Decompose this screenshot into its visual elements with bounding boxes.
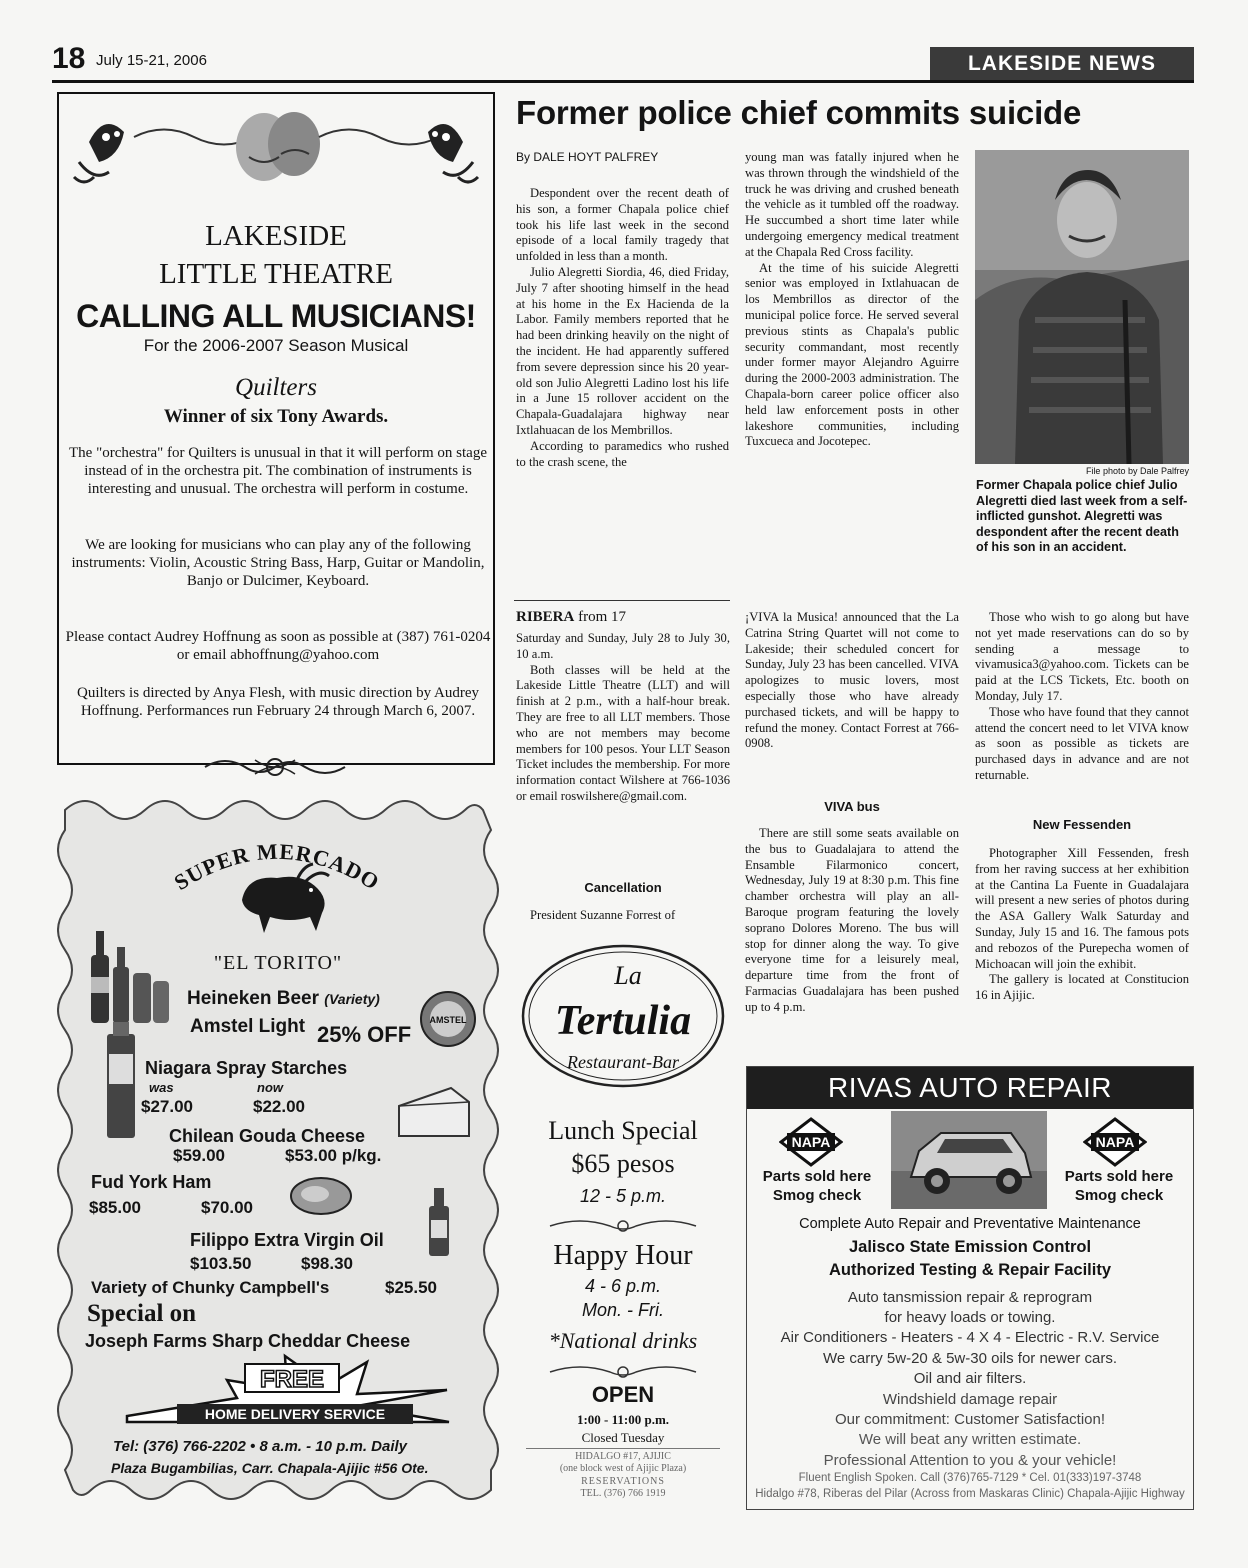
napa-logo-icon (1083, 1117, 1147, 1167)
viva-bus-subhead: VIVA bus (824, 799, 880, 814)
rivas-service-line: Auto tansmission repair & reprogram (847, 1289, 1093, 1306)
theatre-masks-icon (59, 102, 493, 192)
rivas-title: RIVAS AUTO REPAIR (747, 1067, 1193, 1109)
article-column-2 (745, 150, 959, 450)
issue-date: July 15-21, 2006 (96, 52, 207, 69)
heineken-line (187, 988, 380, 1010)
ribera-head-rest: from 17 (574, 609, 627, 625)
special-label: Special on (87, 1300, 197, 1327)
theatre-name-line2: LITTLE THEATRE (159, 258, 393, 290)
jeep-photo (891, 1111, 1047, 1209)
photo-credit: File photo by Dale Palfrey (1085, 466, 1189, 476)
oil-now-price: $98.30 (301, 1254, 353, 1273)
niagara-was-price: $27.00 (141, 1097, 193, 1116)
ribera-column-2b (745, 826, 959, 1016)
rivas-service-line: Our commitment: Customer Satisfaction! (834, 1411, 1106, 1428)
rivas-jalisco: Jalisco State Emission Control (848, 1238, 1092, 1256)
napa-text: NAPA (791, 1134, 831, 1150)
lunch-price: $65 pesos (571, 1149, 675, 1178)
ribera-column-2 (745, 610, 959, 752)
ham-label: Fud York Ham (91, 1172, 212, 1192)
was-label: was (149, 1080, 174, 1095)
gouda-was-price: $59.00 (173, 1146, 225, 1165)
cheese-icon (393, 1082, 473, 1142)
mercado-phone: Tel: (376) 766-2202 • 8 a.m. - 10 p.m. Daily (113, 1438, 408, 1455)
article-paragraph: Those who have found that they cannot attend the concert need to let VIVA know as soon as possible as tickets are purchased days in advance and are not returnable. (975, 704, 1189, 782)
super-mercado-title-text: SUPER MERCADO (169, 838, 385, 895)
tertulia-directions: (one block west of Ajijic Plaza) (559, 1463, 687, 1474)
bull-icon (227, 860, 337, 940)
theatre-name-line1: LAKESIDE (205, 220, 347, 252)
article-headline: Former police chief commits suicide (516, 94, 1082, 131)
article-paragraph: President Suzanne Forrest of (530, 908, 676, 922)
article-paragraph: The gallery is located at Constitucion 16 in Ajijic. (975, 972, 1189, 1003)
article-paragraph: At the time of his suicide Alegretti senior was employed in Ixtlahuacan de los Membrillos as director of the municipal police force. He served several previous stints as Chapala's public security commandant, most recently under former mayor Alejandro Aguirre during the 2000-2003 administration. The Chapala-born career police officer also held law enforcement posts in other lakeshore communities, including Tuxcueca and Jocotepec. (745, 260, 959, 449)
flourish-icon (546, 1360, 700, 1384)
rivas-service-line: Professional Attention to you & your vehicle! (823, 1452, 1117, 1469)
lunch-special: Lunch Special (548, 1116, 698, 1145)
tertulia-reservations: RESERVATIONS (581, 1476, 665, 1487)
variety-label: (Variety) (324, 991, 380, 1007)
article-paragraph: Saturday and Sunday, July 28 to July 30, 10 a.m. (516, 631, 730, 661)
article-paragraph: Photographer Xill Fessenden, fresh from her raving success at her exhibition at the Cantina La Fuente in Guadalajara will present a new series of photos during the ASA Gallery Walk Saturday and Sunday, July 15 and 16. The famous pots and rebozos of the Purepecha women of Michoacan will join the exhibit. (975, 846, 1189, 971)
article-paragraph: Those who wish to go along but have not yet made reservations can do so by sending a message to vivamusica3@yahoo.com. Tickets can be paid at the LCS Tickets, Etc. booth on Monday, July 17. (975, 610, 1189, 703)
open-hours: 1:00 - 11:00 p.m. (576, 1412, 670, 1427)
lunch-hours: 12 - 5 p.m. (579, 1186, 667, 1206)
theatre-season: For the 2006-2007 Season Musical (143, 336, 409, 355)
beer-bottles-icon (87, 925, 187, 1025)
happy-hour-days: Mon. - Fri. (581, 1300, 664, 1320)
free-text: FREE (259, 1366, 325, 1393)
oil-bottle-icon (423, 1186, 455, 1258)
oil-was-price: $103.50 (190, 1254, 252, 1273)
rivas-service-line: Oil and air filters. (913, 1370, 1027, 1387)
national-drinks: *National drinks (548, 1328, 698, 1353)
rivas-address: Hidalgo #78, Riberas del Pilar (Across from Maskaras Clinic) Chapala-Ajijic Highway (755, 1488, 1185, 1500)
happy-hour-times: 4 - 6 p.m. (584, 1276, 662, 1296)
campbell-label: Variety of Chunky Campbell's (91, 1278, 330, 1297)
theatre-para-instruments: We are looking for musicians who can play any of the following instruments: Violin, Acoustic String Bass, Harp, Guitar or Mandolin, Banjo or Dulcimer, Keyboard. (71, 537, 485, 589)
article-paragraph: Despondent over the recent death of his son, a former Chapala police chief took his life last week in the second episode of a local family tragedy that unfolded in less than a month. (516, 186, 729, 264)
now-label: now (257, 1080, 283, 1095)
article-byline: By DALE HOYT PALFREY (516, 150, 659, 164)
cancellation-subhead: Cancellation (584, 880, 662, 895)
super-mercado-ad (57, 790, 499, 1510)
tertulia-logo (516, 940, 730, 1090)
theatre-para-contact: Please contact Audrey Hoffnung as soon as possible at (387) 761-0204 or email abhoffnung@yahoo.com (65, 629, 491, 663)
rivas-service-line: We will beat any written estimate. (858, 1431, 1082, 1448)
rivas-auto-ad (746, 1066, 1194, 1510)
gouda-now-price: $53.00 p/kg. (285, 1146, 382, 1165)
theatre-awards: Winner of six Tony Awards. (163, 406, 389, 427)
gouda-label: Chilean Gouda Cheese (169, 1126, 366, 1146)
article-paragraph: According to paramedics who rushed to the crash scene, the (516, 438, 729, 469)
discount-label: 25% OFF (317, 1022, 412, 1047)
article-paragraph: There are still some seats available on the bus to Guadalajara to attend the Ensamble Filarmonico concert, Wednesday, July 19 at 8:30 p.m. This fine chamber orchestra will play an all-Baroque program featuring the lovely soprano Dolores Moreno. The bus will stop for dinner along the way. To give everyone time for a leisurely meal, departure time from the front of Farmacias Guadalajara has been pushed up to 4 p.m. (745, 826, 959, 1014)
theatre-para-orchestra: The "orchestra" for Quilters is unusual in that it will perform on stage instead of in the orchestra pit. The combination of instruments is interesting and unusual. The orchestra will perform in costume. (69, 445, 487, 497)
amstel-label: Amstel Light (190, 1016, 306, 1037)
amstel-badge-icon (419, 990, 477, 1048)
divider (514, 600, 730, 601)
logo-tertulia: Tertulia (554, 998, 692, 1044)
niagara-label: Niagara Spray Starches (145, 1058, 348, 1078)
tertulia-address: HIDALGO #17, AJIJIC (575, 1451, 671, 1462)
rivas-service-line: Air Conditioners - Heaters - 4 X 4 - Electric - R.V. Service (780, 1329, 1160, 1346)
theatre-show-title: Quilters (235, 374, 317, 401)
article-paragraph: Both classes will be held at the Lakeside Little Theatre (LLT) and will finish at 2 p.m., with a half-hour break. They are free to all LLT members. Those who are not members may become members for 100 pesos. Your LLT Season Ticket includes the membership. For more information contact Wilshere at 766-1036 or email roswilshere@gmail.com. (516, 662, 730, 803)
parts-smog-right (1051, 1167, 1187, 1205)
article-photo (975, 150, 1189, 464)
article-paragraph: ¡VIVA la Musica! announced that the La Catrina String Quartet will not come to Lakeside; their scheduled concert for Sunday, July 23 has been cancelled. VIVA apologizes to music lovers, most especially those who have already purchased tickets, and will be happy to refund the money. Contact Forrest at 766-0908. (745, 610, 959, 751)
article-paragraph: young man was fatally injured when he was thrown through the windshield of the truck he was driving and crushed beneath the vehicle as it tumbled off the roadway. He succumbed a short time later while undergoing emergency medical treatment at the Chapala Red Cross facility. (745, 150, 959, 259)
page-number: 18 (52, 42, 86, 75)
rivas-service-line: Windshield damage repair (882, 1391, 1058, 1408)
rivas-phone: Fluent English Spoken. Call (376)765-7129 * Cel. 01(333)197-3748 (798, 1472, 1142, 1484)
closed-day: Closed Tuesday (581, 1430, 665, 1445)
rivas-authorized: Authorized Testing & Repair Facility (828, 1261, 1112, 1279)
ribera-column-3 (975, 610, 1189, 784)
ham-was-price: $85.00 (89, 1198, 141, 1217)
happy-hour: Happy Hour (553, 1240, 693, 1271)
smog-label: Smog check (1074, 1187, 1164, 1204)
napa-logo-icon (779, 1117, 843, 1167)
amstel-badge-text: AMSTEL (429, 1015, 467, 1025)
campbell-price: $25.50 (385, 1278, 437, 1297)
header-rule (52, 80, 1194, 83)
spray-can-icon (103, 1020, 139, 1140)
theatre-ad (57, 92, 495, 765)
tertulia-phone: TEL. (376) 766 1919 (580, 1488, 666, 1499)
oil-label: Filippo Extra Virgin Oil (190, 1230, 384, 1250)
mercado-address: Plaza Bugambilias, Carr. Chapala-Ajijic #56 Ote. (111, 1460, 429, 1476)
free-delivery-burst (117, 1350, 457, 1430)
logo-la: La (614, 961, 642, 990)
rivas-service-line: We carry 5w-20 & 5w-30 oils for newer cars. (823, 1350, 1117, 1367)
ham-icon (285, 1168, 355, 1218)
photo-caption: Former Chapala police chief Julio Alegretti died last week from a self-inflicted gunshot. Alegretti was despondent after the recent death of his son in an accident. (976, 478, 1188, 555)
delivery-text: HOME DELIVERY SERVICE (204, 1406, 386, 1422)
parts-smog-left (749, 1167, 885, 1205)
article-column-1 (516, 186, 729, 470)
theatre-para-direction: Quilters is directed by Anya Flesh, with music direction by Audrey Hoffnung. Performances run February 24 through March 6, 2007. (76, 685, 480, 719)
ribera-column-1b (516, 908, 730, 924)
tertulia-footer (526, 1448, 720, 1508)
heineken-label: Heineken Beer (187, 988, 320, 1009)
parts-label: Parts sold here (762, 1168, 872, 1185)
logo-restaurant-bar: Restaurant-Bar (567, 1052, 679, 1072)
ribera-column-1 (516, 631, 730, 805)
theatre-callout: CALLING ALL MUSICIANS! (76, 298, 476, 334)
section-banner: LAKESIDE NEWS (930, 47, 1194, 80)
napa-text: NAPA (1095, 1134, 1135, 1150)
scroll-ornament-icon (200, 752, 350, 782)
ham-now-price: $70.00 (201, 1198, 253, 1217)
flourish-icon (546, 1214, 700, 1238)
ribera-head-bold: RIBERA (516, 609, 575, 625)
rivas-service-line: for heavy loads or towing. (884, 1309, 1056, 1326)
niagara-now-price: $22.00 (253, 1097, 305, 1116)
open-label: OPEN (591, 1382, 655, 1407)
ribera-column-3b (975, 846, 1189, 1004)
special-item: Joseph Farms Sharp Cheddar Cheese (85, 1331, 411, 1351)
fessenden-subhead: New Fessenden (1032, 817, 1132, 832)
article-paragraph: Julio Alegretti Siordia, 46, died Friday, July 7 after shooting himself in the head at his home in the Ex Hacienda de la Labor. Family members reported that he had been drinking heavily on the night of the incident. He had apparently suffered from severe depression since his 20 year-old son Julio Alegretti Ladino lost his life in a June 15 rollover accident on the Chapala-Guadalajara highway near Ixtlahuacan de los Membrillos. (516, 264, 729, 437)
rivas-complete: Complete Auto Repair and Preventative Maintenance (799, 1216, 1141, 1232)
ribera-jump-head (516, 609, 626, 626)
tertulia-ad (516, 934, 730, 1510)
smog-label: Smog check (772, 1187, 862, 1204)
store-name: "EL TORITO" (213, 952, 343, 974)
parts-label: Parts sold here (1064, 1168, 1174, 1185)
